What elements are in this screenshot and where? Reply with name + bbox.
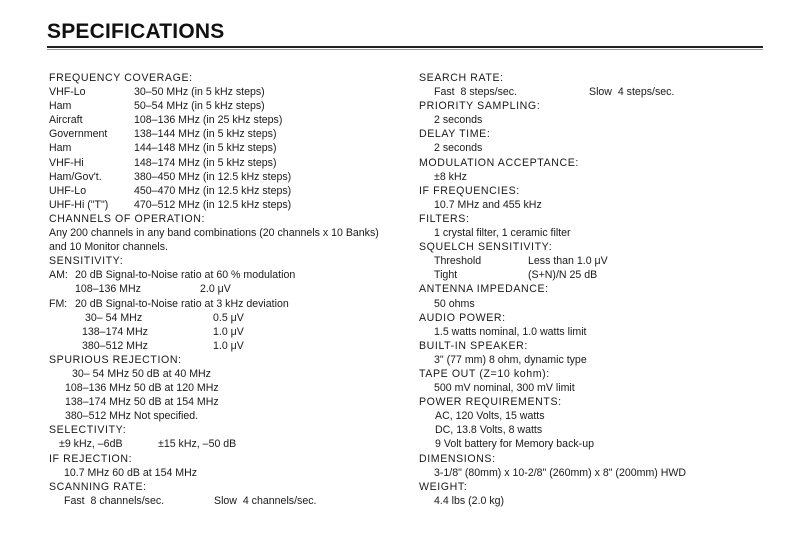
sens-range: 30– 54 MHz	[85, 311, 143, 324]
selectivity-b: ±15 kHz, –50 dB	[158, 438, 237, 451]
selectivity-heading: SELECTIVITY:	[49, 424, 127, 437]
freq-range: 450–470 MHz (in 12.5 kHz steps)	[134, 184, 292, 197]
if-rejection-text: 10.7 MHz 60 dB at 154 MHz	[64, 466, 198, 479]
squelch-value: (S+N)/N 25 dB	[528, 269, 598, 282]
selectivity-a: ±9 kHz, –6dB	[59, 438, 123, 451]
tape-text: 500 mV nominal, 300 mV limit	[434, 382, 575, 395]
freq-row	[49, 170, 399, 184]
priority-heading: PRIORITY SAMPLING:	[419, 100, 541, 113]
sens-range: 108–136 MHz	[75, 283, 141, 296]
freq-row	[49, 141, 399, 155]
fm-text: 20 dB Signal-to-Noise ratio at 3 kHz deviation	[75, 297, 289, 310]
delay-heading: DELAY TIME:	[419, 128, 491, 141]
tape-heading: TAPE OUT (Z=10 kohm):	[419, 367, 550, 380]
page-title: SPECIFICATIONS	[47, 20, 225, 43]
search-rate-values	[419, 85, 779, 99]
search-slow: Slow 4 steps/sec.	[589, 86, 675, 99]
title-rule-shadow	[47, 49, 763, 50]
sens-row	[49, 311, 399, 325]
am-label: AM:	[49, 269, 68, 282]
scanning-fast: Fast 8 channels/sec.	[64, 494, 165, 507]
power-row: DC, 13.8 Volts, 8 watts	[435, 424, 543, 437]
speaker-heading: BUILT-IN SPEAKER:	[419, 339, 528, 352]
if-frequencies-text: 10.7 MHz and 455 kHz	[434, 198, 542, 211]
sens-value: 1.0 μV	[213, 325, 244, 338]
antenna-text: 50 ohms	[434, 297, 475, 310]
if-frequencies-heading: IF FREQUENCIES:	[419, 184, 520, 197]
squelch-heading: SQUELCH SENSITIVITY:	[419, 241, 553, 254]
fm-label: FM:	[49, 297, 68, 310]
spurious-row: 138–174 MHz 50 dB at 154 MHz	[65, 396, 219, 409]
title-rule	[47, 46, 763, 48]
spurious-row: 30– 54 MHz 50 dB at 40 MHz	[72, 367, 211, 380]
freq-range: 144–148 MHz (in 5 kHz steps)	[134, 142, 277, 155]
dimensions-text: 3-1/8" (80mm) x 10-2/8" (260mm) x 8" (200mm) HWD	[434, 466, 687, 479]
sens-range: 138–174 MHz	[82, 325, 148, 338]
squelch-label: Tight	[434, 269, 458, 282]
modulation-heading: MODULATION ACCEPTANCE:	[419, 156, 579, 169]
antenna-heading: ANTENNA IMPEDANCE:	[419, 283, 549, 296]
am-sensitivity	[49, 268, 399, 282]
spurious-heading: SPURIOUS REJECTION:	[49, 353, 182, 366]
freq-range: 148–174 MHz (in 5 kHz steps)	[134, 156, 277, 169]
freq-row	[49, 127, 399, 141]
freq-range: 380–450 MHz (in 12.5 kHz steps)	[134, 170, 292, 183]
frequency-coverage-heading: FREQUENCY COVERAGE:	[49, 72, 193, 84]
audio-heading: AUDIO POWER:	[419, 311, 506, 324]
freq-range: 50–54 MHz (in 5 kHz steps)	[134, 100, 265, 113]
delay-text: 2 seconds	[434, 142, 483, 155]
freq-band: Ham	[49, 142, 72, 155]
filters-text: 1 crystal filter, 1 ceramic filter	[434, 227, 571, 240]
scanning-rate-values	[49, 494, 399, 508]
selectivity-values	[49, 437, 399, 451]
spurious-row: 380–512 MHz Not specified.	[65, 410, 199, 423]
freq-band: Government	[49, 128, 108, 141]
fm-sensitivity	[49, 297, 399, 311]
right-column	[419, 71, 779, 508]
power-row: 9 Volt battery for Memory back-up	[435, 438, 594, 451]
speaker-text: 3" (77 mm) 8 ohm, dynamic type	[434, 353, 587, 366]
sens-value: 2.0 μV	[200, 283, 231, 296]
sens-value: 1.0 μV	[213, 339, 244, 352]
freq-range: 30–50 MHz (in 5 kHz steps)	[134, 86, 265, 99]
spurious-row: 108–136 MHz 50 dB at 120 MHz	[65, 382, 219, 395]
freq-range: 108–136 MHz (in 25 kHz steps)	[134, 114, 283, 127]
freq-band: Aircraft	[49, 114, 83, 127]
freq-band: VHF-Hi	[49, 156, 84, 169]
dimensions-heading: DIMENSIONS:	[419, 452, 496, 465]
freq-band: UHF-Hi ("T")	[49, 198, 109, 211]
freq-band: Ham	[49, 100, 72, 113]
power-heading: POWER REQUIREMENTS:	[419, 396, 562, 409]
sens-row	[49, 339, 399, 353]
weight-text: 4.4 lbs (2.0 kg)	[434, 494, 505, 507]
freq-row	[49, 99, 399, 113]
sensitivity-heading: SENSITIVITY:	[49, 255, 124, 268]
scanning-rate-heading: SCANNING RATE:	[49, 480, 147, 493]
freq-band: VHF-Lo	[49, 86, 86, 99]
squelch-value: Less than 1.0 μV	[528, 255, 608, 268]
sens-row	[49, 325, 399, 339]
weight-heading: WEIGHT:	[419, 480, 468, 493]
frequency-coverage-table	[49, 85, 399, 212]
priority-text: 2 seconds	[434, 114, 483, 127]
channels-heading: CHANNELS OF OPERATION:	[49, 212, 206, 225]
sens-range: 380–512 MHz	[82, 339, 148, 352]
audio-text: 1.5 watts nominal, 1.0 watts limit	[434, 325, 587, 338]
power-row: AC, 120 Volts, 15 watts	[435, 410, 545, 423]
sens-value: 0.5 μV	[213, 311, 244, 324]
modulation-text: ±8 kHz	[434, 170, 467, 183]
freq-band: UHF-Lo	[49, 184, 87, 197]
scanning-slow: Slow 4 channels/sec.	[214, 494, 317, 507]
freq-row	[49, 113, 399, 127]
freq-row	[49, 184, 399, 198]
left-column	[49, 71, 399, 508]
filters-heading: FILTERS:	[419, 212, 470, 225]
freq-range: 138–144 MHz (in 5 kHz steps)	[134, 128, 277, 141]
squelch-row	[419, 268, 779, 282]
freq-row	[49, 85, 399, 99]
freq-row	[49, 156, 399, 170]
squelch-label: Threshold	[434, 255, 482, 268]
freq-band: Ham/Gov't.	[49, 170, 102, 183]
freq-row	[49, 198, 399, 212]
freq-range: 470–512 MHz (in 12.5 kHz steps)	[134, 198, 292, 211]
squelch-row	[419, 254, 779, 268]
search-rate-heading: SEARCH RATE:	[419, 72, 504, 84]
channels-text: Any 200 channels in any band combinations (20 channels x 10 Banks) and 10 Monitor channels.	[49, 227, 379, 254]
search-fast: Fast 8 steps/sec.	[434, 86, 518, 99]
if-rejection-heading: IF REJECTION:	[49, 452, 133, 465]
sens-row	[49, 282, 399, 296]
am-text: 20 dB Signal-to-Noise ratio at 60 % modulation	[75, 269, 296, 282]
